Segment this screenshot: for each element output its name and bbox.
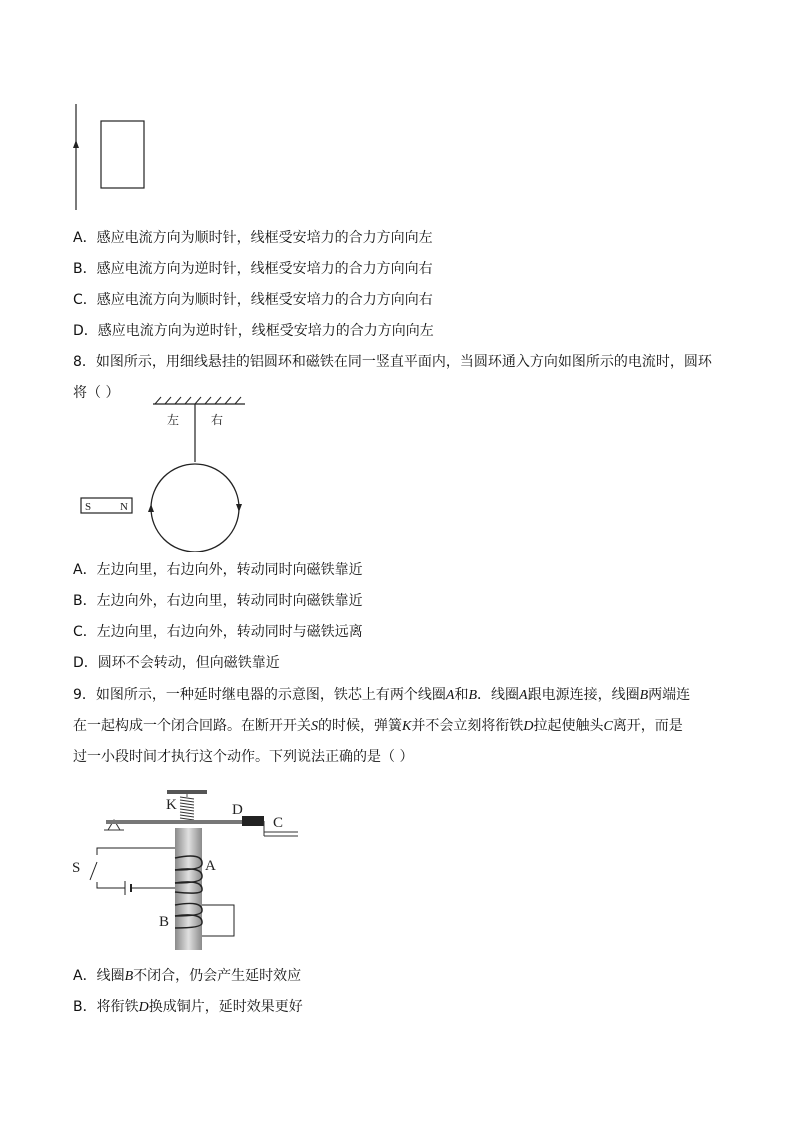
q8-stem-line1: 8．如图所示，用细线悬挂的铝圆环和磁铁在同一竖直平面内，当圆环通入方向如图所示的电流时，圆环: [73, 354, 712, 370]
q8-stem-line2: 将（ ）: [73, 385, 120, 401]
contact-block: [242, 816, 264, 826]
q9-option-a[interactable]: A．线圈B不闭合，仍会产生延时效应: [73, 968, 302, 984]
label-b: B: [159, 914, 170, 930]
ring-current-arrow-left-icon: [148, 504, 154, 512]
circuit-b: [202, 905, 234, 936]
q9-figure: [70, 780, 310, 955]
q8-option-b[interactable]: B．左边向外，右边向里，转动同时向磁铁靠近: [73, 593, 363, 609]
wire-frame: [101, 121, 144, 188]
q8-option-d[interactable]: D．圆环不会转动，但向磁铁靠近: [73, 655, 280, 671]
magnet-s-pole: S: [85, 501, 92, 513]
q7-option-d[interactable]: D．感应电流方向为逆时针，线框受安培力的合力方向向左: [73, 323, 434, 339]
top-support: [167, 790, 207, 794]
q9-stem-line2: 在一起构成一个闭合回路。在断开开关S的时候，弹簧K并不会立刻将衔铁D拉起使触头C离开，而是: [73, 718, 683, 734]
q8-option-a[interactable]: A．左边向里，右边向外，转动同时向磁铁靠近: [73, 562, 363, 578]
ring-current-arrow-right-icon: [236, 504, 242, 512]
label-c: C: [273, 815, 284, 831]
aluminum-ring: [151, 464, 239, 552]
ceiling-hatch: [155, 397, 241, 404]
label-s: S: [72, 860, 81, 876]
q7-option-c[interactable]: C．感应电流方向为顺时针，线框受安培力的合力方向向右: [73, 292, 433, 308]
armature-d: [106, 820, 258, 824]
q8-figure: [75, 392, 255, 552]
magnet-n-pole: N: [120, 501, 128, 513]
label-d: D: [232, 802, 243, 818]
label-a: A: [205, 858, 216, 874]
q7-option-b[interactable]: B．感应电流方向为逆时针，线框受安培力的合力方向向右: [73, 261, 433, 277]
label-left: 左: [167, 413, 180, 427]
iron-core: [175, 828, 202, 950]
q9-stem-line3: 过一小段时间才执行这个动作。下列说法正确的是（ ）: [73, 749, 414, 765]
label-k: K: [166, 797, 177, 813]
circuit-a: [90, 848, 175, 895]
label-right: 右: [211, 413, 224, 427]
q9-option-b[interactable]: B．将衔铁D换成铜片，延时效果更好: [73, 999, 303, 1015]
current-arrow-icon: [73, 140, 79, 148]
q9-stem-line1: 9．如图所示，一种延时继电器的示意图，铁芯上有两个线圈A和B．线圈A跟电源连接，线圈B两端连: [73, 687, 691, 703]
switch-s: [90, 862, 97, 880]
spring-k: [180, 797, 194, 820]
q7-figure: [70, 100, 160, 215]
q8-option-c[interactable]: C．左边向里，右边向外，转动同时与磁铁远离: [73, 624, 363, 640]
q7-option-a[interactable]: A．感应电流方向为顺时针，线框受安培力的合力方向向左: [73, 230, 433, 246]
